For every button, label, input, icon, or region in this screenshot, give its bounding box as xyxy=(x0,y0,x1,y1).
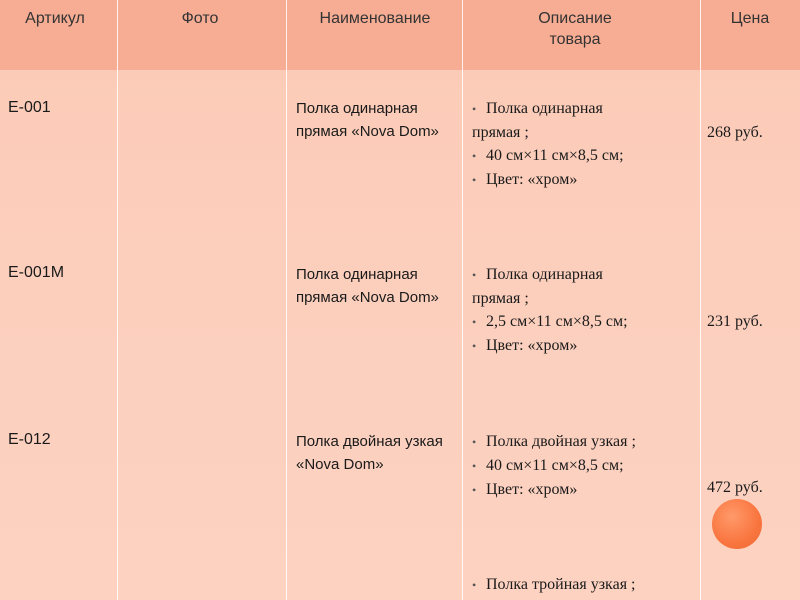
row-1-sku: Е-001 xyxy=(8,99,51,116)
desc-line: прямая ; xyxy=(472,290,529,307)
table-header xyxy=(0,0,800,70)
row-1-description xyxy=(472,97,700,192)
header-name: Наименование xyxy=(319,10,431,27)
row-3-sku: Е-012 xyxy=(8,431,51,448)
row-2-price: 231 руб. xyxy=(707,313,763,330)
row-1-price: 268 руб. xyxy=(707,124,763,141)
column-divider xyxy=(700,0,701,600)
row-2-name: Полка одинарная прямая «Nova Dom» xyxy=(296,266,439,306)
header-description: Описание товара xyxy=(538,10,612,48)
header-photo: Фото xyxy=(181,10,219,27)
desc-line: • Полка тройная узкая ; xyxy=(472,573,700,597)
column-divider xyxy=(462,0,463,600)
desc-line: • Цвет: «хром» xyxy=(472,168,700,192)
desc-line: • Цвет: «хром» xyxy=(472,334,700,358)
header-sku: Артикул xyxy=(25,10,85,27)
row-4-description xyxy=(472,573,700,597)
row-2-sku: Е-001М xyxy=(8,264,65,281)
row-3-name: Полка двойная узкая «Nova Dom» xyxy=(296,433,443,473)
desc-line: • Полка одинарная xyxy=(472,97,700,121)
decorative-circle xyxy=(712,499,762,549)
column-divider xyxy=(117,0,118,600)
row-3-description xyxy=(472,430,700,502)
desc-line: • Цвет: «хром» xyxy=(472,478,700,502)
row-1-name: Полка одинарная прямая «Nova Dom» xyxy=(296,100,439,140)
desc-line: прямая ; xyxy=(472,124,529,141)
header-price: Цена xyxy=(730,10,770,27)
desc-line: • 2,5 см×11 см×8,5 см; xyxy=(472,310,700,334)
column-divider xyxy=(286,0,287,600)
row-3-price: 472 руб. xyxy=(707,479,763,496)
desc-line: • Полка двойная узкая ; xyxy=(472,430,700,454)
desc-line: • 40 см×11 см×8,5 см; xyxy=(472,144,700,168)
row-2-description xyxy=(472,263,700,358)
desc-line: • 40 см×11 см×8,5 см; xyxy=(472,454,700,478)
desc-line: • Полка одинарная xyxy=(472,263,700,287)
